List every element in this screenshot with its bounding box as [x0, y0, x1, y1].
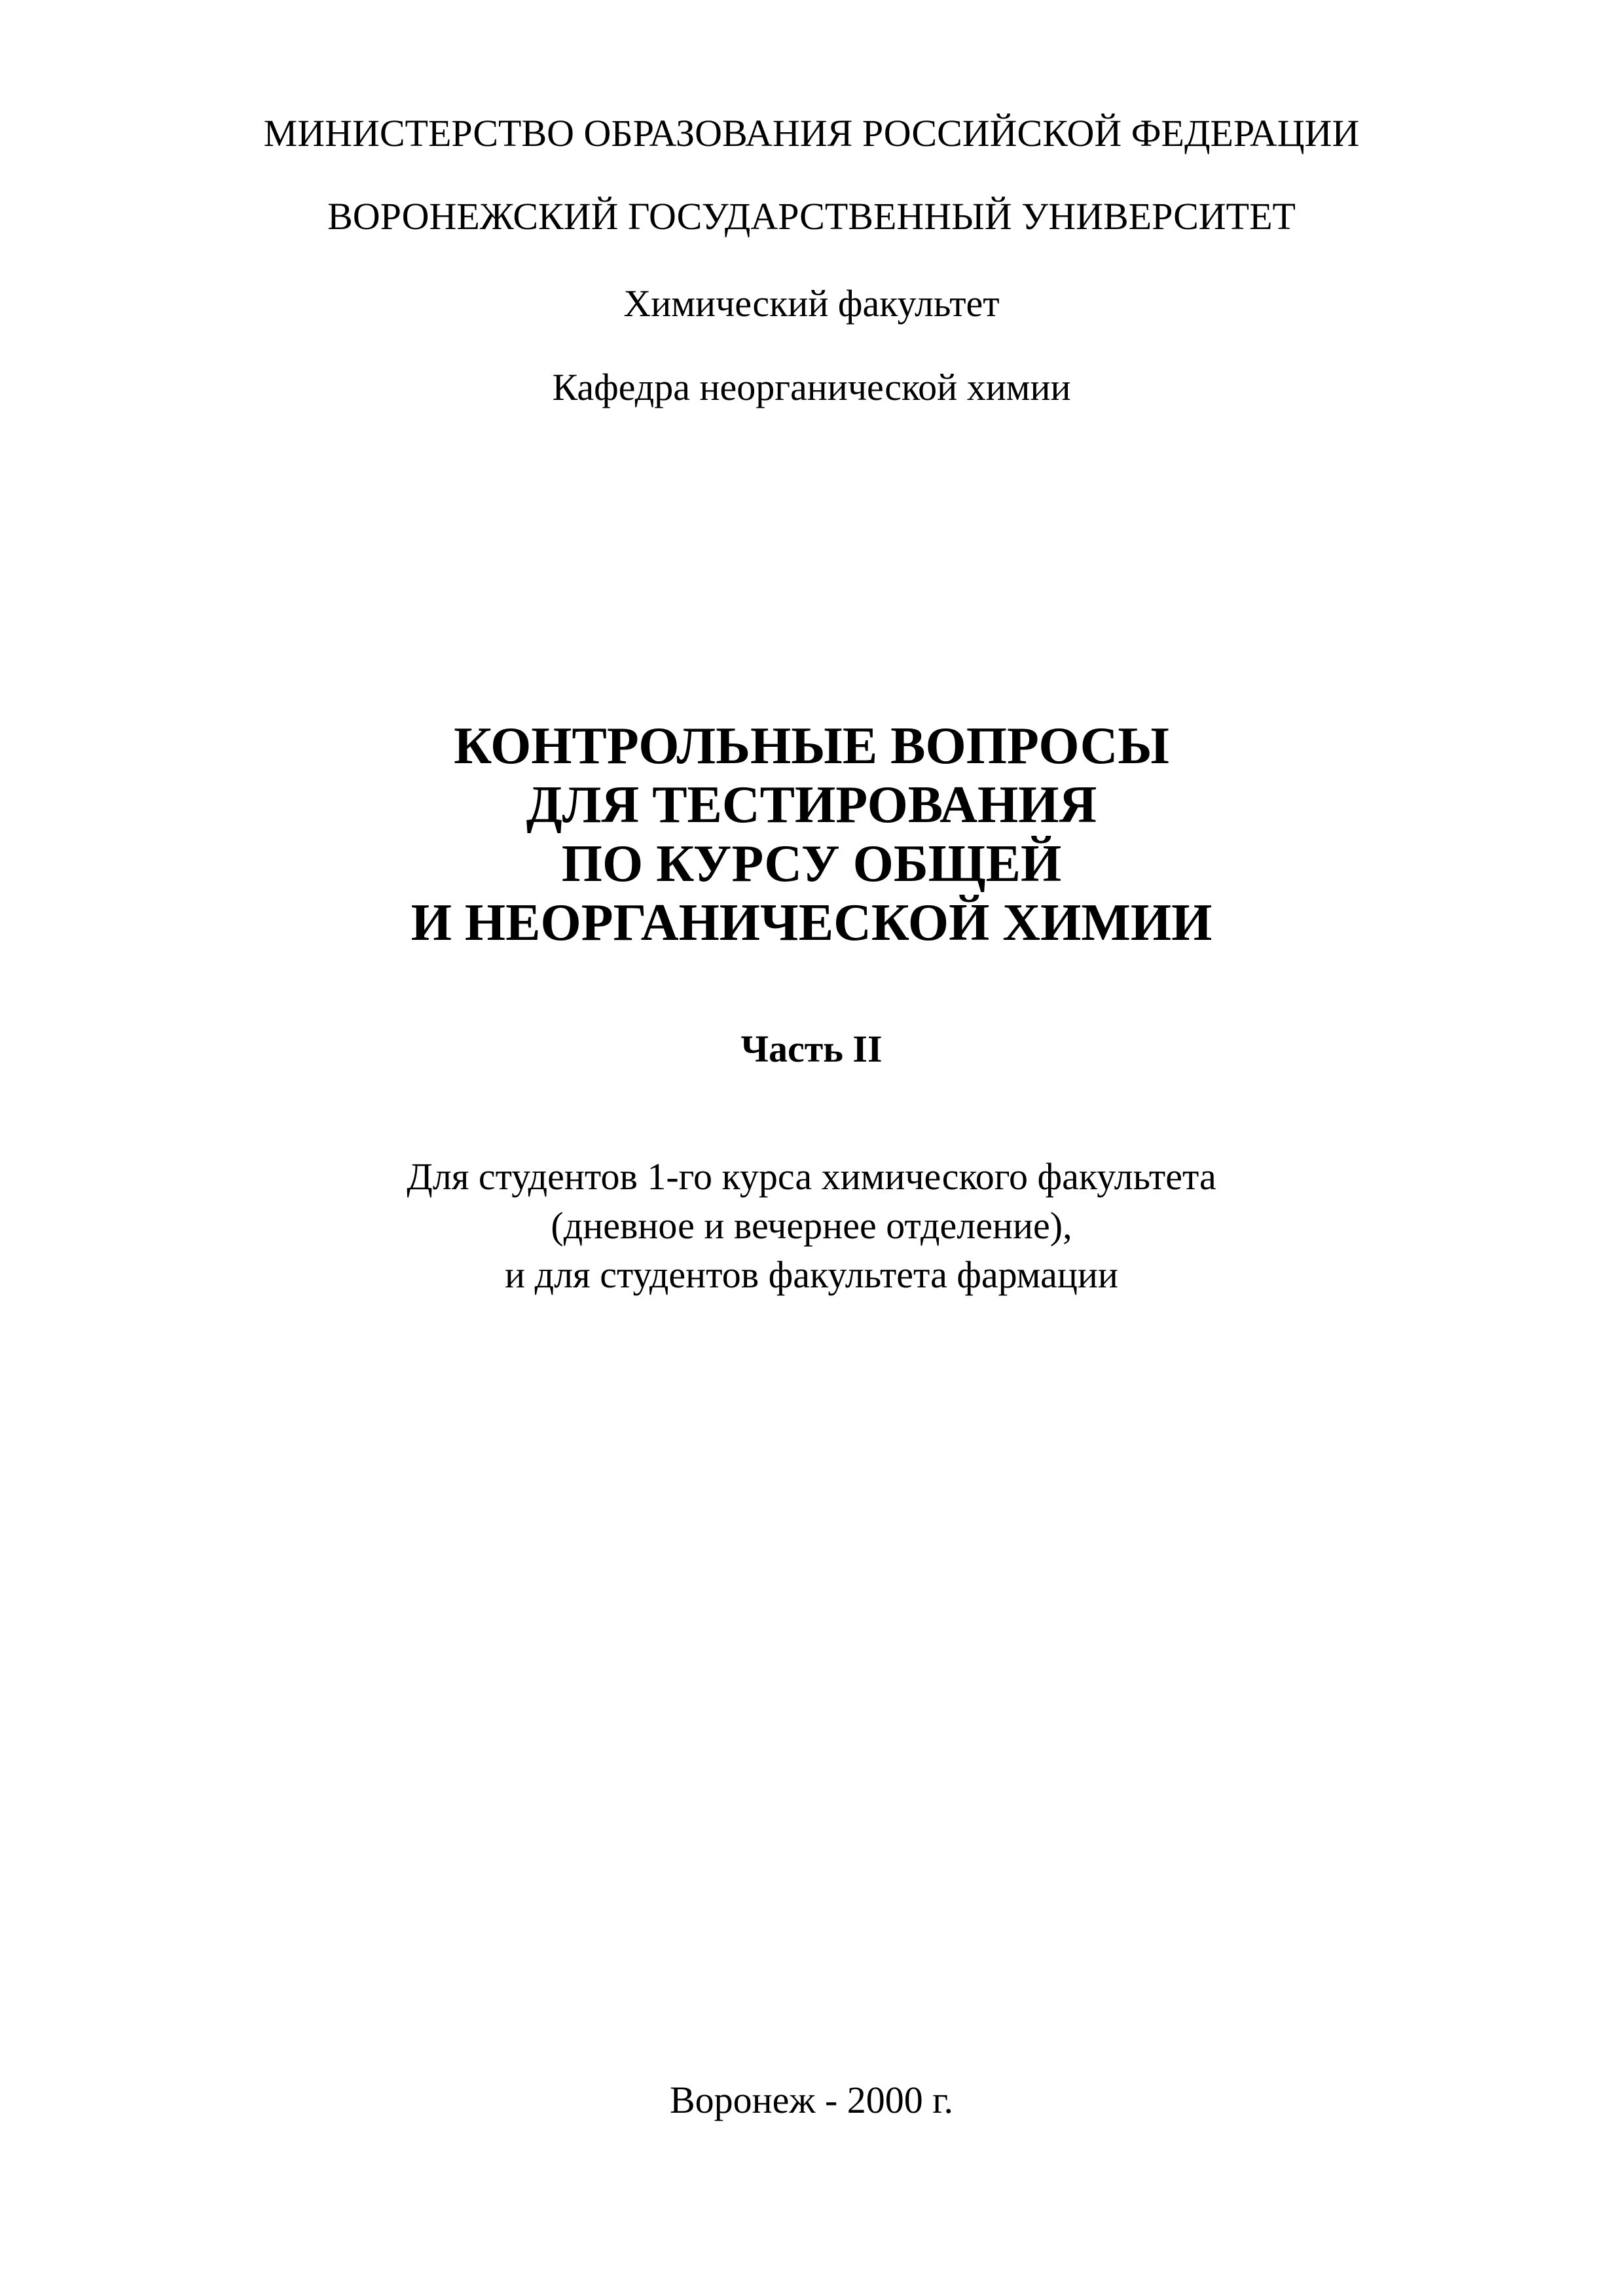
university-heading: ВОРОНЕЖСКИЙ ГОСУДАРСТВЕННЫЙ УНИВЕРСИТЕТ: [327, 195, 1296, 238]
audience-line-2: (дневное и вечернее отделение),: [551, 1204, 1072, 1247]
document-title: [0, 717, 1623, 952]
title-line-4: И НЕОРГАНИЧЕСКОЙ ХИМИИ: [410, 894, 1213, 952]
audience-line-1: Для студентов 1-го курса химического факультета: [407, 1155, 1216, 1198]
city-year: Воронеж - 2000 г.: [669, 2079, 954, 2121]
department-heading: Кафедра неорганической химии: [552, 366, 1071, 408]
part-label: Часть II: [740, 1028, 883, 1070]
audience-line-3: и для студентов факультета фармации: [505, 1253, 1118, 1296]
title-line-2: ДЛЯ ТЕСТИРОВАНИЯ: [526, 776, 1097, 834]
faculty-heading: Химический факультет: [623, 282, 1000, 325]
audience-note: [0, 1152, 1623, 1299]
title-line-3: ПО КУРСУ ОБЩЕЙ: [561, 835, 1062, 893]
ministry-heading: МИНИСТЕРСТВО ОБРАЗОВАНИЯ РОССИЙСКОЙ ФЕДЕРАЦИИ: [263, 112, 1360, 154]
title-line-1: КОНТРОЛЬНЫЕ ВОПРОСЫ: [454, 717, 1169, 775]
